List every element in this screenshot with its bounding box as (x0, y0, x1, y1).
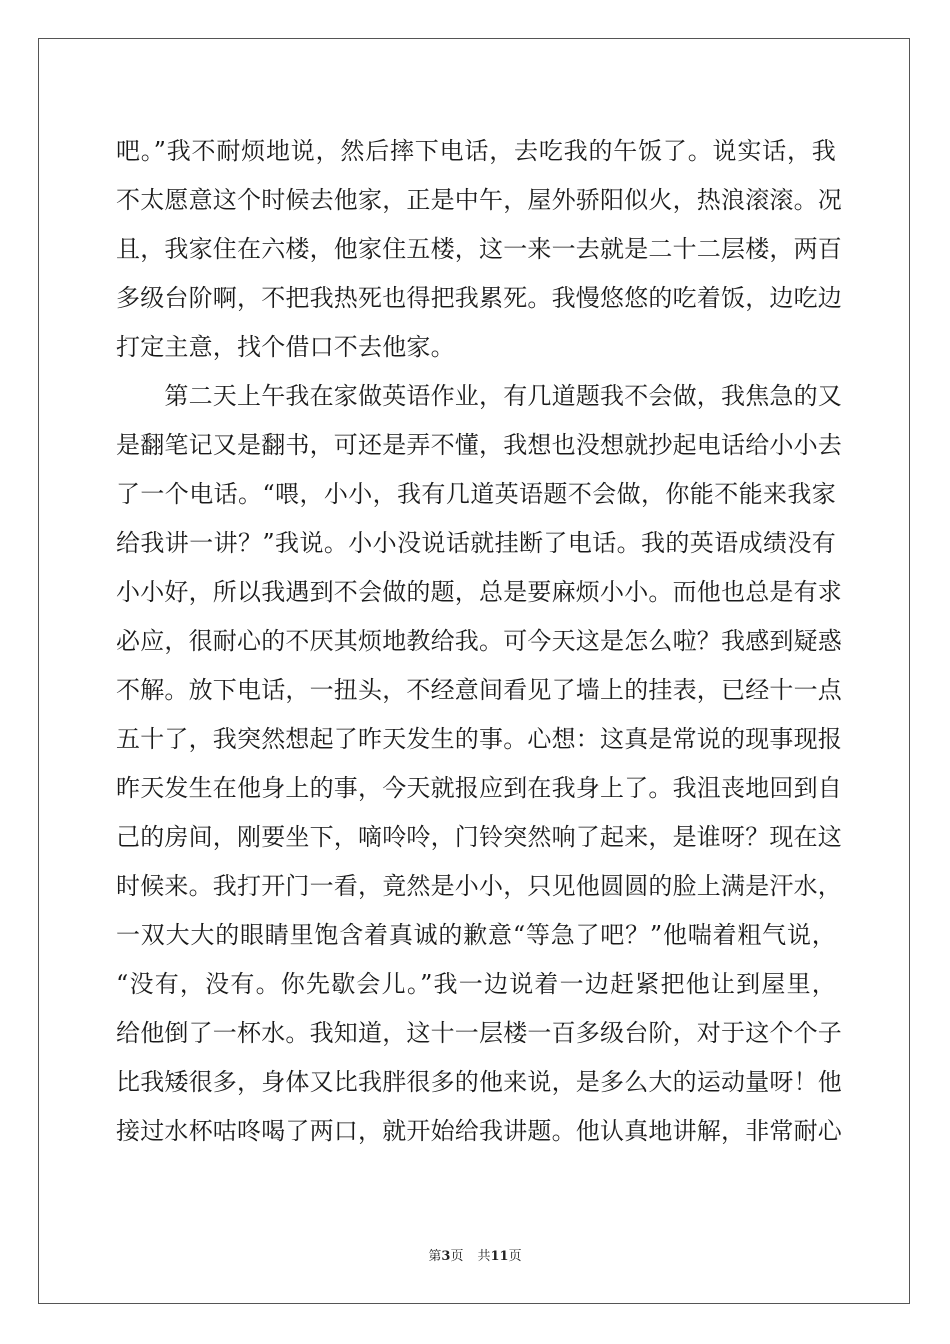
page-footer (0, 1248, 950, 1266)
page-label-suffix: 页 (450, 1249, 464, 1264)
text-line: 己的房间，刚要坐下，嘀呤呤，门铃突然响了起来，是谁呀？现在这 (116, 823, 842, 851)
text-line: 五十了，我突然想起了昨天发生的事。心想：这真是常说的现事现报 (116, 725, 842, 753)
text-line: 是翻笔记又是翻书，可还是弄不懂，我想也没想就抄起电话给小小去 (116, 431, 842, 459)
text-line: 给他倒了一杯水。我知道，这十一层楼一百多级台阶，对于这个个子 (116, 1019, 842, 1047)
total-label-suffix: 页 (508, 1249, 522, 1264)
text-line: 比我矮很多，身体又比我胖很多的他来说，是多么大的运动量呀！他 (116, 1068, 842, 1096)
text-line: 必应，很耐心的不厌其烦地教给我。可今天这是怎么啦？我感到疑惑 (116, 627, 842, 655)
text-line: 一双大大的眼睛里饱含着真诚的歉意“等急了吧？”他喘着粗气说， (116, 921, 836, 949)
text-line: 时候来。我打开门一看，竟然是小小，只见他圆圆的脸上满是汗水， (116, 872, 842, 900)
text-line: 打定主意，找个借口不去他家。 (116, 333, 455, 361)
text-line: 不解。放下电话，一扭头，不经意间看见了墙上的挂表，已经十一点 (116, 676, 842, 704)
text-line: 不太愿意这个时候去他家，正是中午，屋外骄阳似火，热浪滚滚。况 (116, 186, 842, 214)
text-line: “没有，没有。你先歇会儿。”我一边说着一边赶紧把他让到屋里， (116, 970, 836, 998)
text-line: 第二天上午我在家做英语作业，有几道题我不会做，我焦急的又 (116, 382, 842, 410)
page-number: 3 (441, 1249, 451, 1264)
total-label-prefix: 共 (477, 1249, 491, 1264)
text-line: 多级台阶啊，不把我热死也得把我累死。我慢悠悠的吃着饭，边吃边 (116, 284, 842, 312)
text-line: 昨天发生在他身上的事，今天就报应到在我身上了。我沮丧地回到自 (116, 774, 842, 802)
text-line: 且，我家住在六楼，他家住五楼，这一来一去就是二十二层楼，两百 (116, 235, 842, 263)
text-line: 了一个电话。“喂，小小，我有几道英语题不会做，你能不能来我家 (116, 480, 836, 508)
text-line: 给我讲一讲？”我说。小小没说话就挂断了电话。我的英语成绩没有 (116, 529, 836, 557)
page-label-prefix: 第 (428, 1249, 442, 1264)
total-pages: 11 (490, 1249, 509, 1264)
text-line: 小小好，所以我遇到不会做的题，总是要麻烦小小。而他也总是有求 (116, 578, 842, 606)
text-line: 吧。”我不耐烦地说，然后摔下电话，去吃我的午饭了。说实话，我 (116, 137, 836, 165)
text-line: 接过水杯咕咚喝了两口，就开始给我讲题。他认真地讲解，非常耐心 (116, 1117, 842, 1145)
